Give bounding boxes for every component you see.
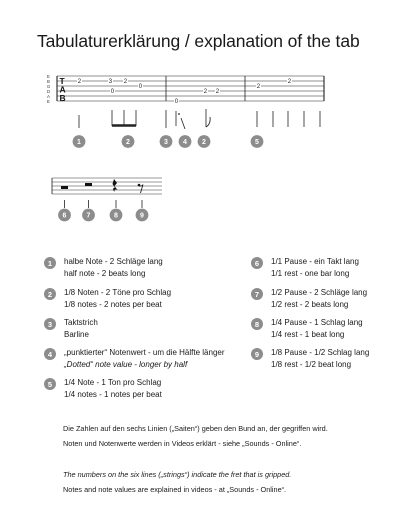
callout-number: 4 xyxy=(183,139,187,146)
legend-item-3 xyxy=(44,317,98,341)
legend-text-en: 1/2 rest - 2 beats long xyxy=(271,300,349,309)
legend-text-de: 1/4 Pause - 1 Schlag lang xyxy=(271,318,363,327)
legend-text-en: 1/4 notes - 1 notes per beat xyxy=(64,390,162,399)
fret-number: 2 xyxy=(77,79,82,86)
legend-item-9 xyxy=(251,347,369,371)
callout-number: 6 xyxy=(62,212,67,220)
callout-number: 3 xyxy=(164,139,168,146)
legend-text-de: 1/1 Pause - ein Takt lang xyxy=(271,257,359,266)
rest-callouts xyxy=(58,209,148,222)
callout-number: 5 xyxy=(255,139,259,146)
barlines xyxy=(57,76,324,101)
legend-number: 8 xyxy=(251,318,263,330)
page-title: Tabulaturerklärung / explanation of the tab xyxy=(37,31,360,51)
explanation-german xyxy=(63,421,328,451)
tab-letter-t: T xyxy=(59,76,65,86)
legend-item-7 xyxy=(251,287,367,311)
legend-number: 3 xyxy=(44,318,56,330)
string-label: E xyxy=(47,99,50,104)
callout-number: 2 xyxy=(126,139,130,146)
callout-number: 8 xyxy=(114,212,118,220)
fret-number: 2 xyxy=(203,89,208,96)
legend-text-en: „Dotted“ note value - longer by half xyxy=(64,360,188,369)
dot xyxy=(178,113,180,115)
legend-number: 6 xyxy=(251,257,263,269)
legend-item-6 xyxy=(251,256,359,280)
legend-text-de: 1/8 Noten - 2 Töne pro Schlag xyxy=(64,288,172,297)
legend-text-en: 1/4 rest - 1 beat long xyxy=(271,330,345,339)
explanation-line: Notes and note values are explained in videos - at „Sounds - Online“. xyxy=(63,485,287,494)
legend-text-de: 1/8 Pause - 1/2 Schlag lang xyxy=(271,348,370,357)
callout-number: 9 xyxy=(140,212,144,220)
legend-text-de: Taktstrich xyxy=(64,318,98,327)
legend-number: 9 xyxy=(251,348,263,360)
tab-staff xyxy=(57,76,324,101)
explanation-line: Noten und Notenwerte werden in Videos erklärt - siehe „Sounds - Online“. xyxy=(63,439,302,448)
string-labels xyxy=(47,74,51,104)
legend-text-en: 1/8 rest - 1/2 beat long xyxy=(271,360,352,369)
fret-number: 0 xyxy=(174,99,179,106)
legend-number: 1 xyxy=(44,257,56,269)
explanation-line: Die Zahlen auf den sechs Linien („Saiten“) geben den Bund an, der gegriffen wird. xyxy=(63,424,328,433)
legend-item-5 xyxy=(44,377,162,401)
callout-number: 2 xyxy=(202,139,206,146)
legend-item-2 xyxy=(44,287,171,311)
string-label: G xyxy=(47,84,51,89)
string-label: B xyxy=(47,79,50,84)
fret-number: 2 xyxy=(215,89,220,96)
callout-number: 7 xyxy=(86,212,91,220)
tab-callouts xyxy=(73,135,264,148)
pointer-line xyxy=(181,118,185,129)
legend-item-1 xyxy=(44,256,163,280)
fret-number: 0 xyxy=(110,89,115,96)
fret-number: 0 xyxy=(138,84,143,91)
callout-number: 1 xyxy=(77,139,81,146)
whole-rest-icon xyxy=(61,186,68,189)
legend-text-de: „punktierter“ Notenwert - um die Hälfte länger xyxy=(64,348,225,357)
legend-text-de: 1/2 Pause - 2 Schläge lang xyxy=(271,288,368,297)
legend-text-en: half note - 2 beats long xyxy=(64,269,146,278)
fret-number: 2 xyxy=(256,84,261,91)
legend-text-de: 1/4 Note - 1 Ton pro Schlag xyxy=(64,378,162,387)
fret-number: 2 xyxy=(123,79,128,86)
legend-number: 2 xyxy=(44,288,56,300)
tab-letter-a: A xyxy=(59,84,66,95)
legend-number: 4 xyxy=(44,348,56,360)
half-rest-icon xyxy=(85,183,92,186)
rest-staff xyxy=(52,178,162,194)
explanation-line: The numbers on the six lines („strings“) indicate the fret that is gripped. xyxy=(63,470,292,479)
string-label: E xyxy=(47,74,50,79)
explanation-english xyxy=(63,467,291,497)
legend-text-en: Barline xyxy=(64,330,89,339)
legend-text-en: 1/8 notes - 2 notes per beat xyxy=(64,300,162,309)
tab-clef xyxy=(60,76,66,103)
tab-letter-b: B xyxy=(59,93,66,103)
fret-number: 2 xyxy=(287,79,292,86)
rhythm-notation xyxy=(79,109,320,129)
legend-number: 7 xyxy=(251,288,263,300)
string-label: A xyxy=(47,94,50,99)
fret-number: 3 xyxy=(108,79,113,86)
string-label: D xyxy=(47,89,51,94)
eighth-note-flag xyxy=(206,117,210,127)
legend-number: 5 xyxy=(44,378,56,390)
legend-text-en: 1/1 rest - one bar long xyxy=(271,269,350,278)
legend-item-4 xyxy=(44,347,225,371)
rest-callout-lines xyxy=(65,200,143,208)
legend-item-8 xyxy=(251,317,363,341)
legend-text-de: halbe Note - 2 Schläge lang xyxy=(64,257,163,266)
